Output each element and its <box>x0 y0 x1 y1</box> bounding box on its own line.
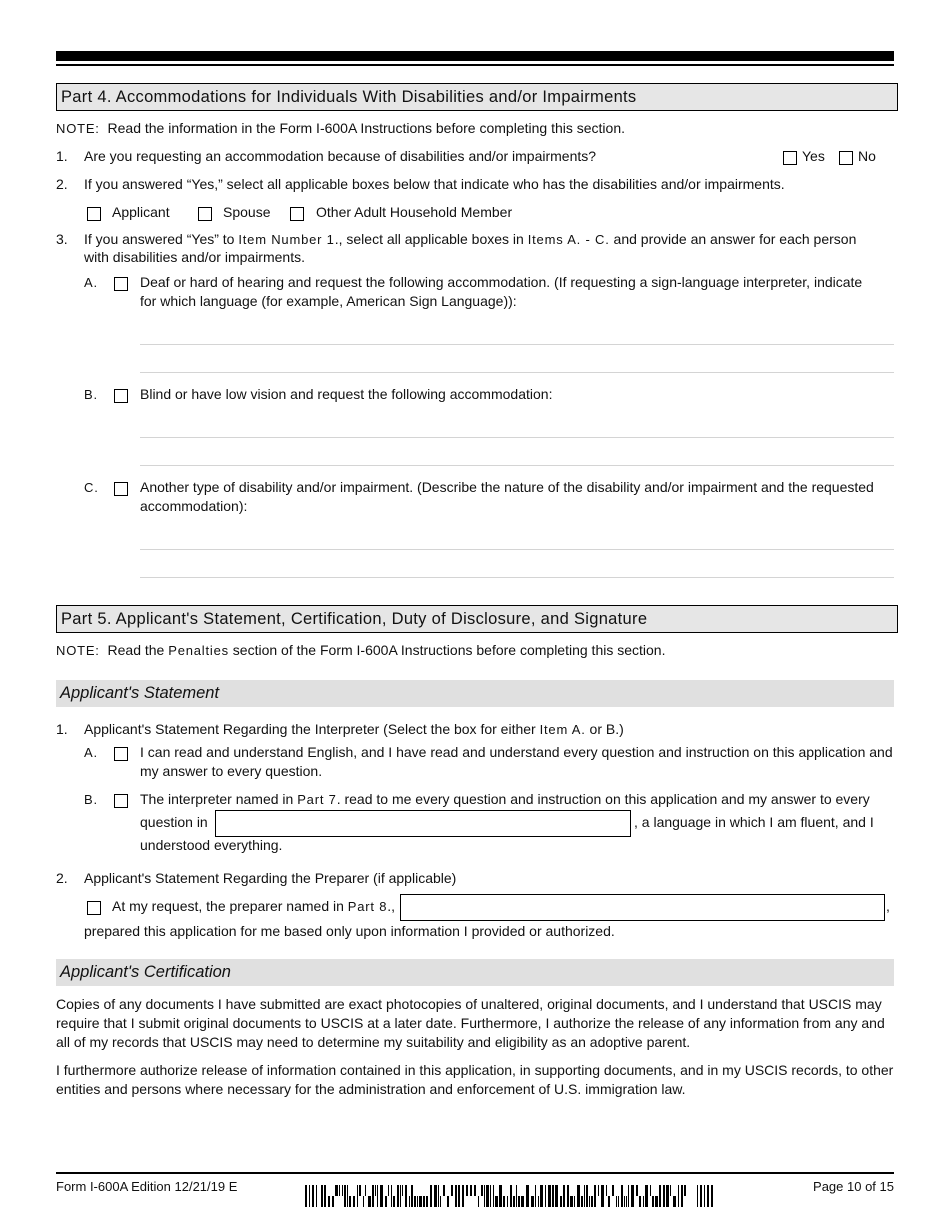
q1-yes-label: Yes <box>802 148 825 164</box>
header-rule-thin <box>56 64 894 66</box>
item-c-text-line1: Another type of disability and/or impairment. (Describe the nature of the disability and/or impairment and the requested <box>140 479 874 495</box>
item-b-letter: B. <box>84 387 98 402</box>
statement-b-text-understood: understood everything. <box>140 837 283 853</box>
statement-a-text-line2: my answer to every question. <box>140 763 323 779</box>
certification-paragraph-1: Copies of any documents I have submitted are exact photocopies of unaltered, original documents, and I understand that USCIS may require that I submit original documents to USCIS at a later date. Furthermore, I authorize the release of any information from any and all of my records that USCIS may need to determine my suitability and eligibility as an adoptive parent. <box>56 996 885 1050</box>
q3-text-line1: If you answered “Yes” to Item Number 1., select all applicable boxes in Items A. - C. and provide an answer for each person <box>84 231 857 247</box>
s2-text: Applicant's Statement Regarding the Preparer (if applicable) <box>84 870 457 886</box>
preparer-text: At my request, the preparer named in Part 8., <box>112 898 396 914</box>
part5-note: NOTE: Read the Penalties section of the Form I-600A Instructions before completing this section. <box>56 642 666 658</box>
barcode <box>305 1185 713 1207</box>
statement-b-letter: B. <box>84 792 98 807</box>
item-c-letter: C. <box>84 480 99 495</box>
interpreter-language-input[interactable] <box>215 810 631 837</box>
q2-text: If you answered “Yes,” select all applicable boxes below that indicate who has the disabilities and/or impairments. <box>84 176 785 192</box>
q1-yes-checkbox[interactable] <box>783 151 797 165</box>
q1-number: 1. <box>56 148 68 164</box>
preparer-name-input[interactable] <box>400 894 885 921</box>
footer-page-number: Page 10 of 15 <box>813 1179 894 1194</box>
item-c-text-line2: accommodation): <box>140 498 248 514</box>
s1-number: 1. <box>56 721 68 737</box>
part5-title: Part 5. Applicant's Statement, Certification, Duty of Disclosure, and Signature <box>56 605 898 633</box>
statement-a-text-line1: I can read and understand English, and I have read and understand every question and instruction on this application and <box>140 744 893 760</box>
preparer-checkbox[interactable] <box>87 901 101 915</box>
item-a-answer-line-2[interactable] <box>140 372 894 373</box>
certification-paragraph-2: I furthermore authorize release of information contained in this application, in supporting documents, and in my USCIS records, to other entities and persons where necessary for the administration and enforcement of U.S. immigration law. <box>56 1062 894 1097</box>
q2-other-adult-label: Other Adult Household Member <box>316 204 513 220</box>
item-b-text: Blind or have low vision and request the following accommodation: <box>140 386 553 402</box>
q2-number: 2. <box>56 176 68 192</box>
item-a-checkbox[interactable] <box>114 277 128 291</box>
applicant-statement-heading: Applicant's Statement <box>56 680 894 707</box>
applicant-certification-heading: Applicant's Certification <box>56 959 894 986</box>
preparer-comma: , <box>886 898 890 914</box>
s1-text: Applicant's Statement Regarding the Interpreter (Select the box for either Item A. or B.) <box>84 721 624 737</box>
preparer-text-line2: prepared this application for me based only upon information I provided or authorized. <box>84 923 615 939</box>
item-c-answer-line-2[interactable] <box>140 577 894 578</box>
q1-no-label: No <box>858 148 876 164</box>
item-c-checkbox[interactable] <box>114 482 128 496</box>
item-b-answer-line-1[interactable] <box>140 437 894 438</box>
item-a-text-line1: Deaf or hard of hearing and request the following accommodation. (If requesting a sign-language interpreter, indicate <box>140 274 863 290</box>
header-rule-thick <box>56 51 894 61</box>
q2-spouse-label: Spouse <box>223 204 271 220</box>
footer-form-edition: Form I-600A Edition 12/21/19 E <box>56 1179 238 1194</box>
item-c-answer-line-1[interactable] <box>140 549 894 550</box>
statement-a-checkbox[interactable] <box>114 747 128 761</box>
statement-b-text-fluent: , a language in which I am fluent, and I <box>634 814 874 830</box>
item-b-checkbox[interactable] <box>114 389 128 403</box>
q1-no-checkbox[interactable] <box>839 151 853 165</box>
statement-b-text-question-in: question in <box>140 814 208 830</box>
q3-text-line2: with disabilities and/or impairments. <box>84 249 305 265</box>
item-a-text-line2: for which language (for example, American Sign Language)): <box>140 293 517 309</box>
item-a-letter: A. <box>84 275 98 290</box>
item-a-answer-line-1[interactable] <box>140 344 894 345</box>
q1-text: Are you requesting an accommodation because of disabilities and/or impairments? <box>84 148 597 164</box>
part4-note: NOTE: Read the information in the Form I-600A Instructions before completing this section. <box>56 120 626 136</box>
statement-b-checkbox[interactable] <box>114 794 128 808</box>
item-b-answer-line-2[interactable] <box>140 465 894 466</box>
statement-a-letter: A. <box>84 745 98 760</box>
footer-rule <box>56 1172 894 1174</box>
part4-title: Part 4. Accommodations for Individuals With Disabilities and/or Impairments <box>56 83 898 111</box>
q2-applicant-checkbox[interactable] <box>87 207 101 221</box>
q2-other-adult-checkbox[interactable] <box>290 207 304 221</box>
q2-applicant-label: Applicant <box>112 204 170 220</box>
statement-b-text-line1: The interpreter named in Part 7. read to me every question and instruction on this application and my answer to every <box>140 791 870 807</box>
q3-number: 3. <box>56 231 68 247</box>
s2-number: 2. <box>56 870 68 886</box>
q2-spouse-checkbox[interactable] <box>198 207 212 221</box>
